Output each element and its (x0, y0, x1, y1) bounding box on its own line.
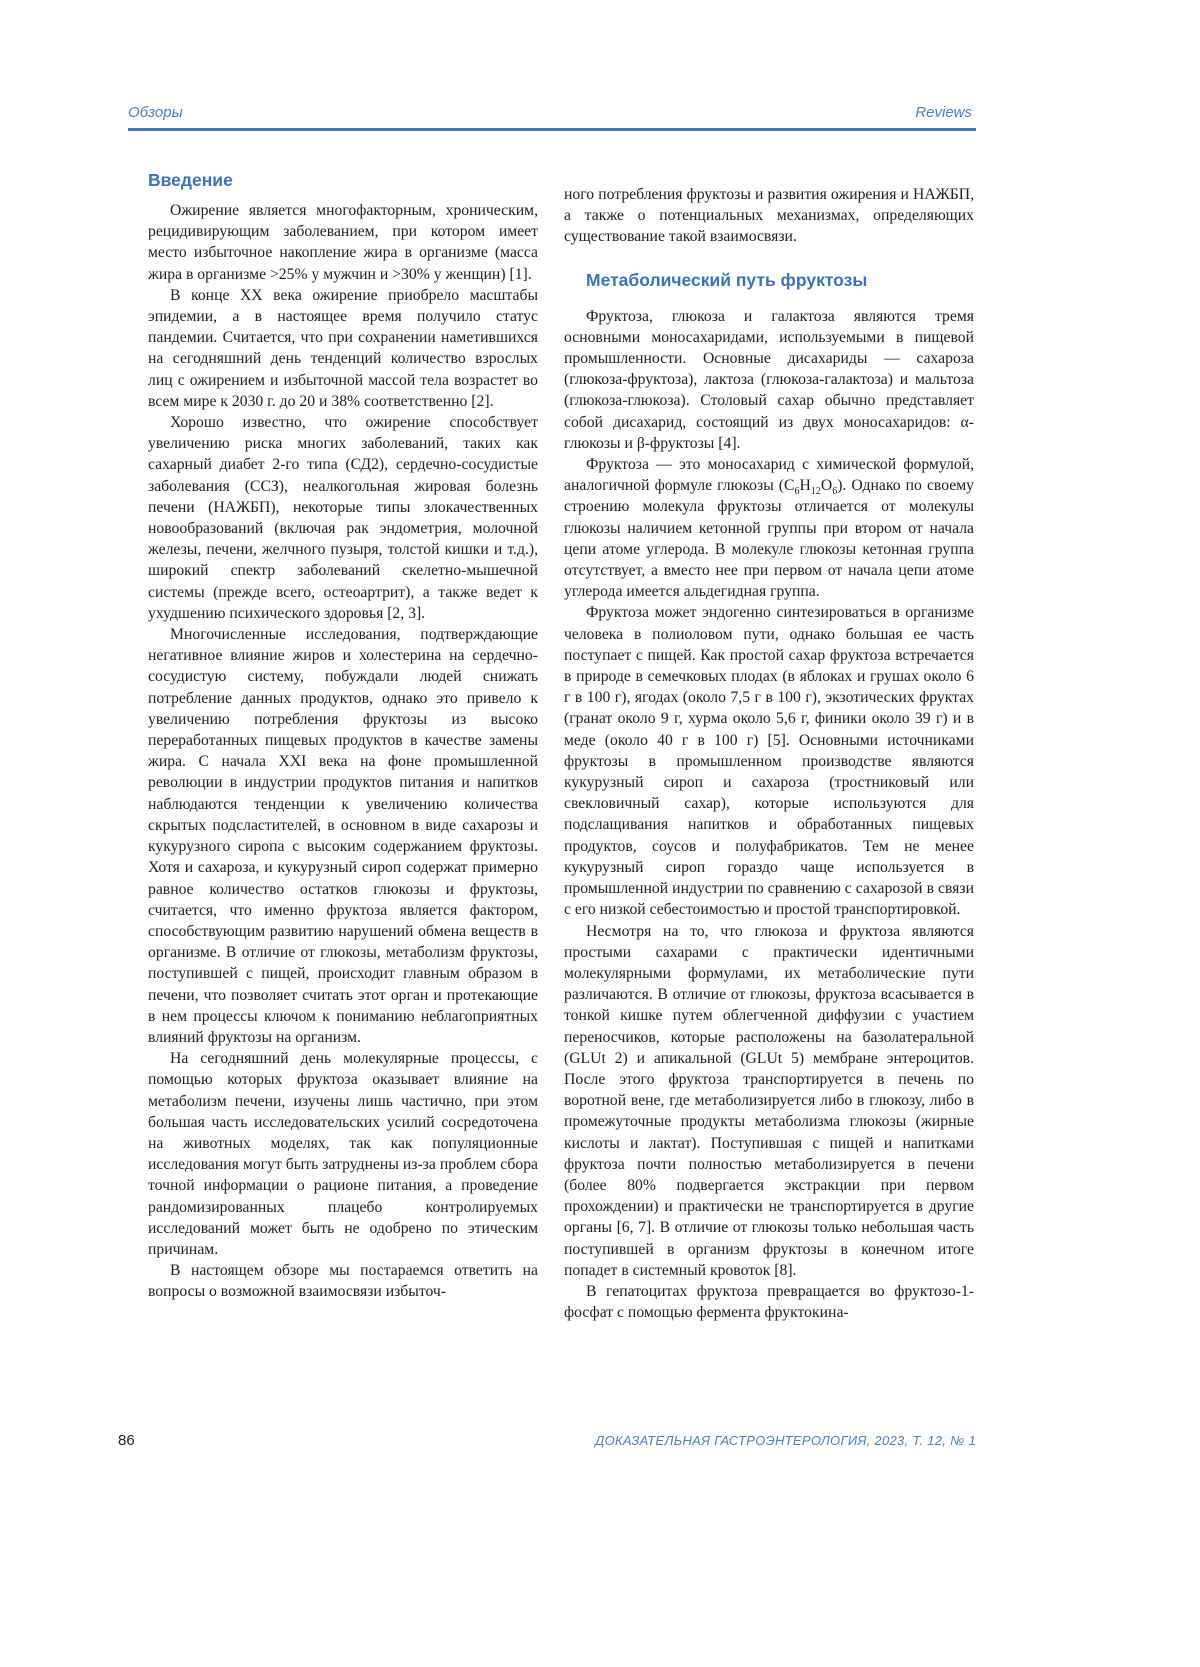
formula-h: H (799, 477, 811, 495)
paragraph: В конце XX века ожирение приобрело масштабы эпидемии, а в настоящее время получило статус пандемии. Считается, что при сохранении наметившихся на сегодняшний день тенденций количество взрослых лиц с ожирением и избыточной массой тела возрастет во всем мире к 2030 г. до 20 и 38% соответственно [2]. (148, 286, 538, 410)
section-heading-fructose-pathway: Метаболический путь фруктозы (586, 269, 868, 290)
paragraph: Фруктоза, глюкоза и галактоза являются тремя основными моносахаридами, используемыми в пищевой промышленности. Основные дисахариды — сахароза (глюкоза-фруктоза), лактоза (глюкоза-галактоза) и мальтоза (глюкоза-глюкоза). Столовый сахар обычно представляет собой дисахарид, состоящий из двух моносахаридов: α-глюкозы и β-фруктозы [4]. (564, 307, 974, 452)
paragraph-formula (564, 454, 974, 602)
paragraph: В гепатоцитах фруктоза превращается во фруктозо-1-фосфат с помощью фермента фруктокина- (564, 1282, 974, 1322)
text-run: ). Однако по своему строению молекула фруктозы отличается от молекулы глюкозы наличием кетонной группы при втором от начала цепи атоме углерода. В молекуле глюкозы кетонная группа отсутствует, а вместо нее при первом от начала цепи атоме углерода имеется альдегидная группа. (564, 477, 974, 601)
page-number: 86 (118, 1432, 135, 1449)
formula-o: O (820, 477, 833, 495)
formula-h-count: 12 (810, 486, 821, 498)
journal-citation: ДОКАЗАТЕЛЬНАЯ ГАСТРОЭНТЕРОЛОГИЯ, 2023, Т. 12, № 1 (595, 1433, 976, 1448)
paragraph: В настоящем обзоре мы постараемся ответить на вопросы о возможной взаимосвязи избыточ- (148, 1262, 538, 1301)
page-footer (118, 1432, 976, 1456)
paragraph-continuation: ного потребления фруктозы и развития ожирения и НАЖБП, а также о потенциальных механизмах, определяющих существование такой взаимосвязи. (564, 186, 974, 246)
formula-c-count: 6 (794, 486, 800, 498)
paragraph: Многочисленные исследования, подтверждающие негативное влияние жиров и холестерина на сердечно-сосудистую систему, побуждали людей снижать потребление данных продуктов, однако это привело к увеличению потребления фруктозы из высоко переработанных пищевых продуктов в качестве замены жира. С начала XXI века на фоне промышленной революции в индустрии продуктов питания и напитков наблюдаются тенденции к увеличению количества скрытых подсластителей, в основном в виде сахарозы и кукурузного сиропа с высоким содержанием фруктозы. Хотя и сахароза, и кукурузный сироп содержат примерно равное количество остатков глюкозы и фруктозы, считается, что именно фруктоза является фактором, способствующим развитию нарушений обмена веществ в организме. В отличие от глюкозы, метаболизм фруктозы, поступившей с пищей, происходит главным образом в печени, что позволяет считать этот орган и протекающие в нем процессы ключом к пониманию неблагоприятных влияний фруктозы на организм. (148, 626, 538, 1046)
running-head (128, 102, 972, 128)
formula-o-count: 6 (832, 486, 838, 498)
text-run: Фруктоза — это моносахарид с химической формулой, аналогичной формуле глюкозы ( (564, 456, 974, 495)
paragraph: Фруктоза может эндогенно синтезироваться в организме человека в полиоловом пути, однако большая ее часть поступает с пищей. Как простой сахар фруктоза встречается в природе в семечковых плодах (в яблоках и грушах около 6 г в 100 г), ягодах (около 7,5 г в 100 г), экзотических фруктах (гранат около 9 г, хурма около 5,6 г, финики около 39 г) и в меде (около 40 г в 100 г) [5]. Основными источниками фруктозы в промышленном производстве являются кукурузный сироп и сахароза (тростниковый или свекловичный сахар), которые используются для подслащивания напитков и обработанных пищевых продуктов, соусов и полуфабрикатов. Тем не менее кукурузный сироп гораздо чаще используется в промышленной индустрии по сравнению с сахарозой в связи с его низкой себестоимостью и простой транспортировкой. (564, 604, 974, 919)
left-column (148, 168, 538, 1303)
paragraph: На сегодняшний день молекулярные процессы, с помощью которых фруктоза оказывает влияние на метаболизм печени, изучены лишь частично, при этом большая часть исследовательских усилий сосредоточена на животных моделях, так как популяционные исследования могут быть затруднены из-за проблем сбора точной информации о рационе питания, а проведение рандомизированных плацебо контролируемых исследований может быть не одобрено по этическим причинам. (148, 1050, 538, 1258)
right-column (564, 184, 974, 1323)
paragraph: Хорошо известно, что ожирение способствует увеличению риска многих заболеваний, таких как сахарный диабет 2-го типа (СД2), сердечно-сосудистые заболевания (ССЗ), неалкогольная жировая болезнь печени (НАЖБП), некоторые типы злокачественных новообразований (включая рак эндометрия, молочной железы, печени, желчного пузыря, толстой кишки и т.д.), широкий спектр заболеваний скелетно-мышечной системы (прежде всего, остеоартрит), а также ведет к ухудшению психического здоровья [2, 3]. (148, 414, 538, 622)
section-label: Обзоры (128, 104, 183, 121)
section-heading-introduction: Введение (148, 170, 233, 190)
paragraph: Несмотря на то, что глюкоза и фруктоза являются простыми сахарами с практически идентичными молекулярными формулами, их метаболические пути различаются. В отличие от глюкозы, фруктоза всасывается в тонкой кишке путем облегченной диффузии с участием переносчиков, которые расположены на базолатеральной (GLUt 2) и апикальной (GLUt 5) мембране энтероцитов. После этого фруктоза транспортируется в печень по воротной вене, где метаболизируется либо в глюкозу, либо в промежуточные продукты метаболизма глюкозы (жирные кислоты и лактат). Поступившая с пищей и напитками фруктоза почти полностью метаболизируется в печени (более 80% подвергается экстракции при первом прохождении) и практически не транспортируется в другие органы [6, 7]. В отличие от глюкозы только небольшая часть поступившей в организм фруктозы в конечном итоге попадет в системный кровоток [8]. (564, 922, 974, 1279)
header-rule (128, 128, 976, 131)
section-label-en: Reviews (915, 104, 972, 121)
paragraph: Ожирение является многофакторным, хроническим, рецидивирующим заболеванием, при котором имеет место избыточное накопление жира в организме (масса жира в организме >25% у мужчин и >30% у женщин) [1]. (148, 202, 538, 283)
formula-c: C (784, 477, 795, 495)
